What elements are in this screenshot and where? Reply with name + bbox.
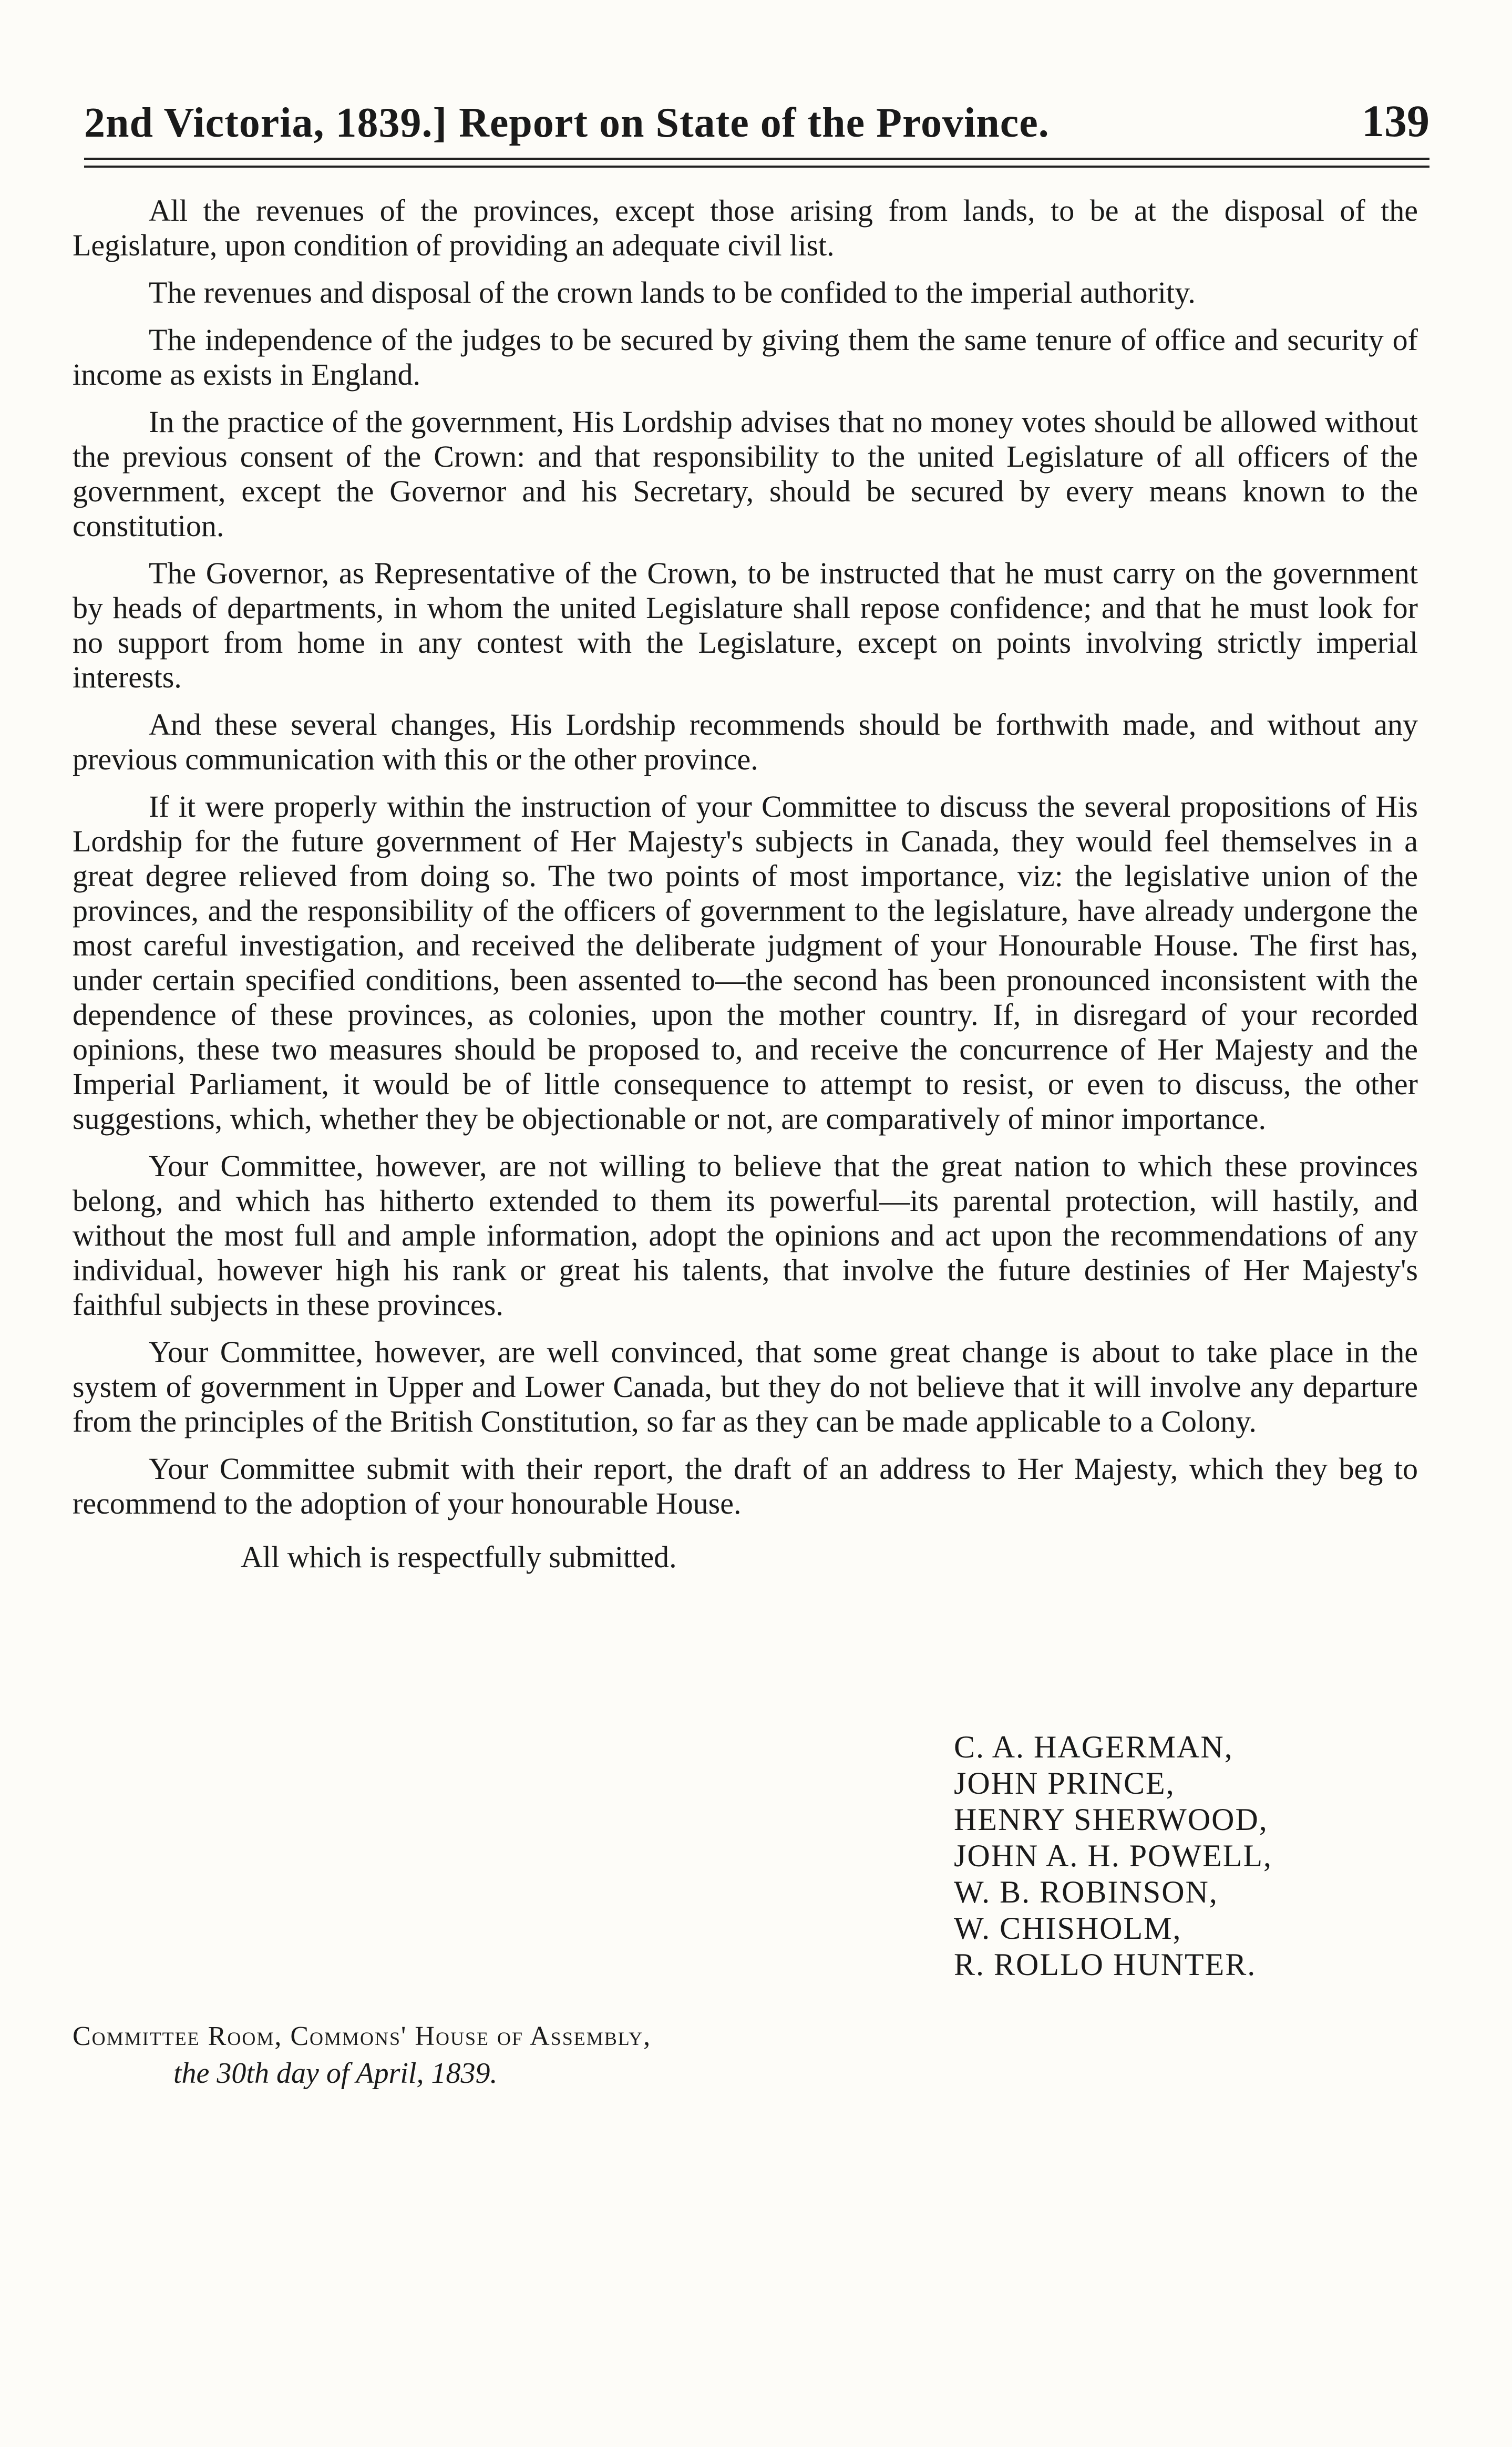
signatory: R. ROLLO HUNTER.	[954, 1947, 1257, 1982]
running-head-title: Report on State of the Province.	[459, 100, 1050, 146]
header-rule-bottom	[84, 166, 1429, 168]
report-body	[73, 193, 1418, 1587]
paragraph-changes: And these several changes, His Lordship recommends should be forthwith made, and without any previous communication with this or the other province.	[73, 707, 1418, 776]
paragraph-great-change: Your Committee, however, are well convinced, that some great change is about to take place in the system of government in Upper and Lower Canada, but they do not believe that it will involve any departure from the principles of the British Constitution, so far as they can be made applicable to a Colony.	[73, 1335, 1418, 1438]
signatory: JOHN PRINCE,	[954, 1766, 1175, 1801]
signatory: W. CHISHOLM,	[954, 1911, 1182, 1946]
committee-place: Committee Room, Commons' House of Assembly,	[73, 2021, 652, 2051]
closing-line: All which is respectfully submitted.	[241, 1540, 677, 1574]
paragraph-address-draft: Your Committee submit with their report, the draft of an address to Her Majesty, which they beg to recommend to the adoption of your honourable House.	[73, 1452, 1418, 1520]
paragraph-propositions: If it were properly within the instruction of your Committee to discuss the several propositions of His Lordship for the future government of Her Majesty's subjects in Canada, they would feel themselves in a great degree relieved from doing so. The two points of most importance, viz: the legislative union of the provinces, and the responsibility of the officers of government to the legislature, have already undergone the most careful investigation, and received the deliberate judgment of your Honourable House. The first has, under certain specified conditions, been assented to—the second has been pronounced inconsistent with the dependence of these provinces, as colonies, upon the mother country. If, in disregard of your recorded opinions, these two measures should be proposed to, and receive the concurrence of Her Majesty and the Imperial Parliament, it would be of little consequence to attempt to resist, or even to discuss, the other suggestions, which, whether they be objectionable or not, are comparatively of minor importance.	[73, 789, 1418, 1136]
committee-date: the 30th day of April, 1839.	[173, 2057, 498, 2090]
paragraph-judges: The independence of the judges to be secured by giving them the same tenure of office and security of income as exists in England.	[73, 323, 1418, 392]
running-head	[84, 99, 1050, 147]
paragraph-governor: The Governor, as Representative of the Crown, to be instructed that he must carry on the government by heads of departments, in whom the united Legislature shall repose confidence; and that he must look for no support from home in any contest with the Legislature, except on points involving strictly imperial interests.	[73, 556, 1418, 694]
page-number: 139	[1362, 96, 1429, 146]
paragraph-revenues: All the revenues of the provinces, except those arising from lands, to be at the disposal of the Legislature, upon condition of providing an adequate civil list.	[73, 193, 1418, 262]
signatory: C. A. HAGERMAN,	[954, 1730, 1233, 1764]
signatory: W. B. ROBINSON,	[954, 1875, 1218, 1909]
running-header	[84, 79, 1429, 147]
signatory: HENRY SHERWOOD,	[954, 1802, 1268, 1837]
paragraph-crown-lands: The revenues and disposal of the crown lands to be confided to the imperial authority.	[149, 275, 1196, 310]
paragraph-money-votes: In the practice of the government, His Lordship advises that no money votes should be allowed without the previous consent of the Crown: and that responsibility to the united Legislature of all officers of the government, except the Governor and his Secretary, should be secured by every means known to the constitution.	[73, 405, 1418, 543]
paragraph-not-willing: Your Committee, however, are not willing to believe that the great nation to which these provinces belong, and which has hitherto extended to them its powerful—its parental protection, will hastily, and without the most full and ample information, adopt the opinions and act upon the recommendations of any individual, however high his rank or great his talents, that involve the future destinies of Her Majesty's faithful subjects in these provinces.	[73, 1149, 1418, 1322]
signatory-list	[954, 1729, 1272, 1983]
running-head-session: 2nd Victoria, 1839.]	[84, 100, 448, 146]
signatory: JOHN A. H. POWELL,	[954, 1838, 1272, 1873]
header-rule-top	[84, 158, 1429, 160]
